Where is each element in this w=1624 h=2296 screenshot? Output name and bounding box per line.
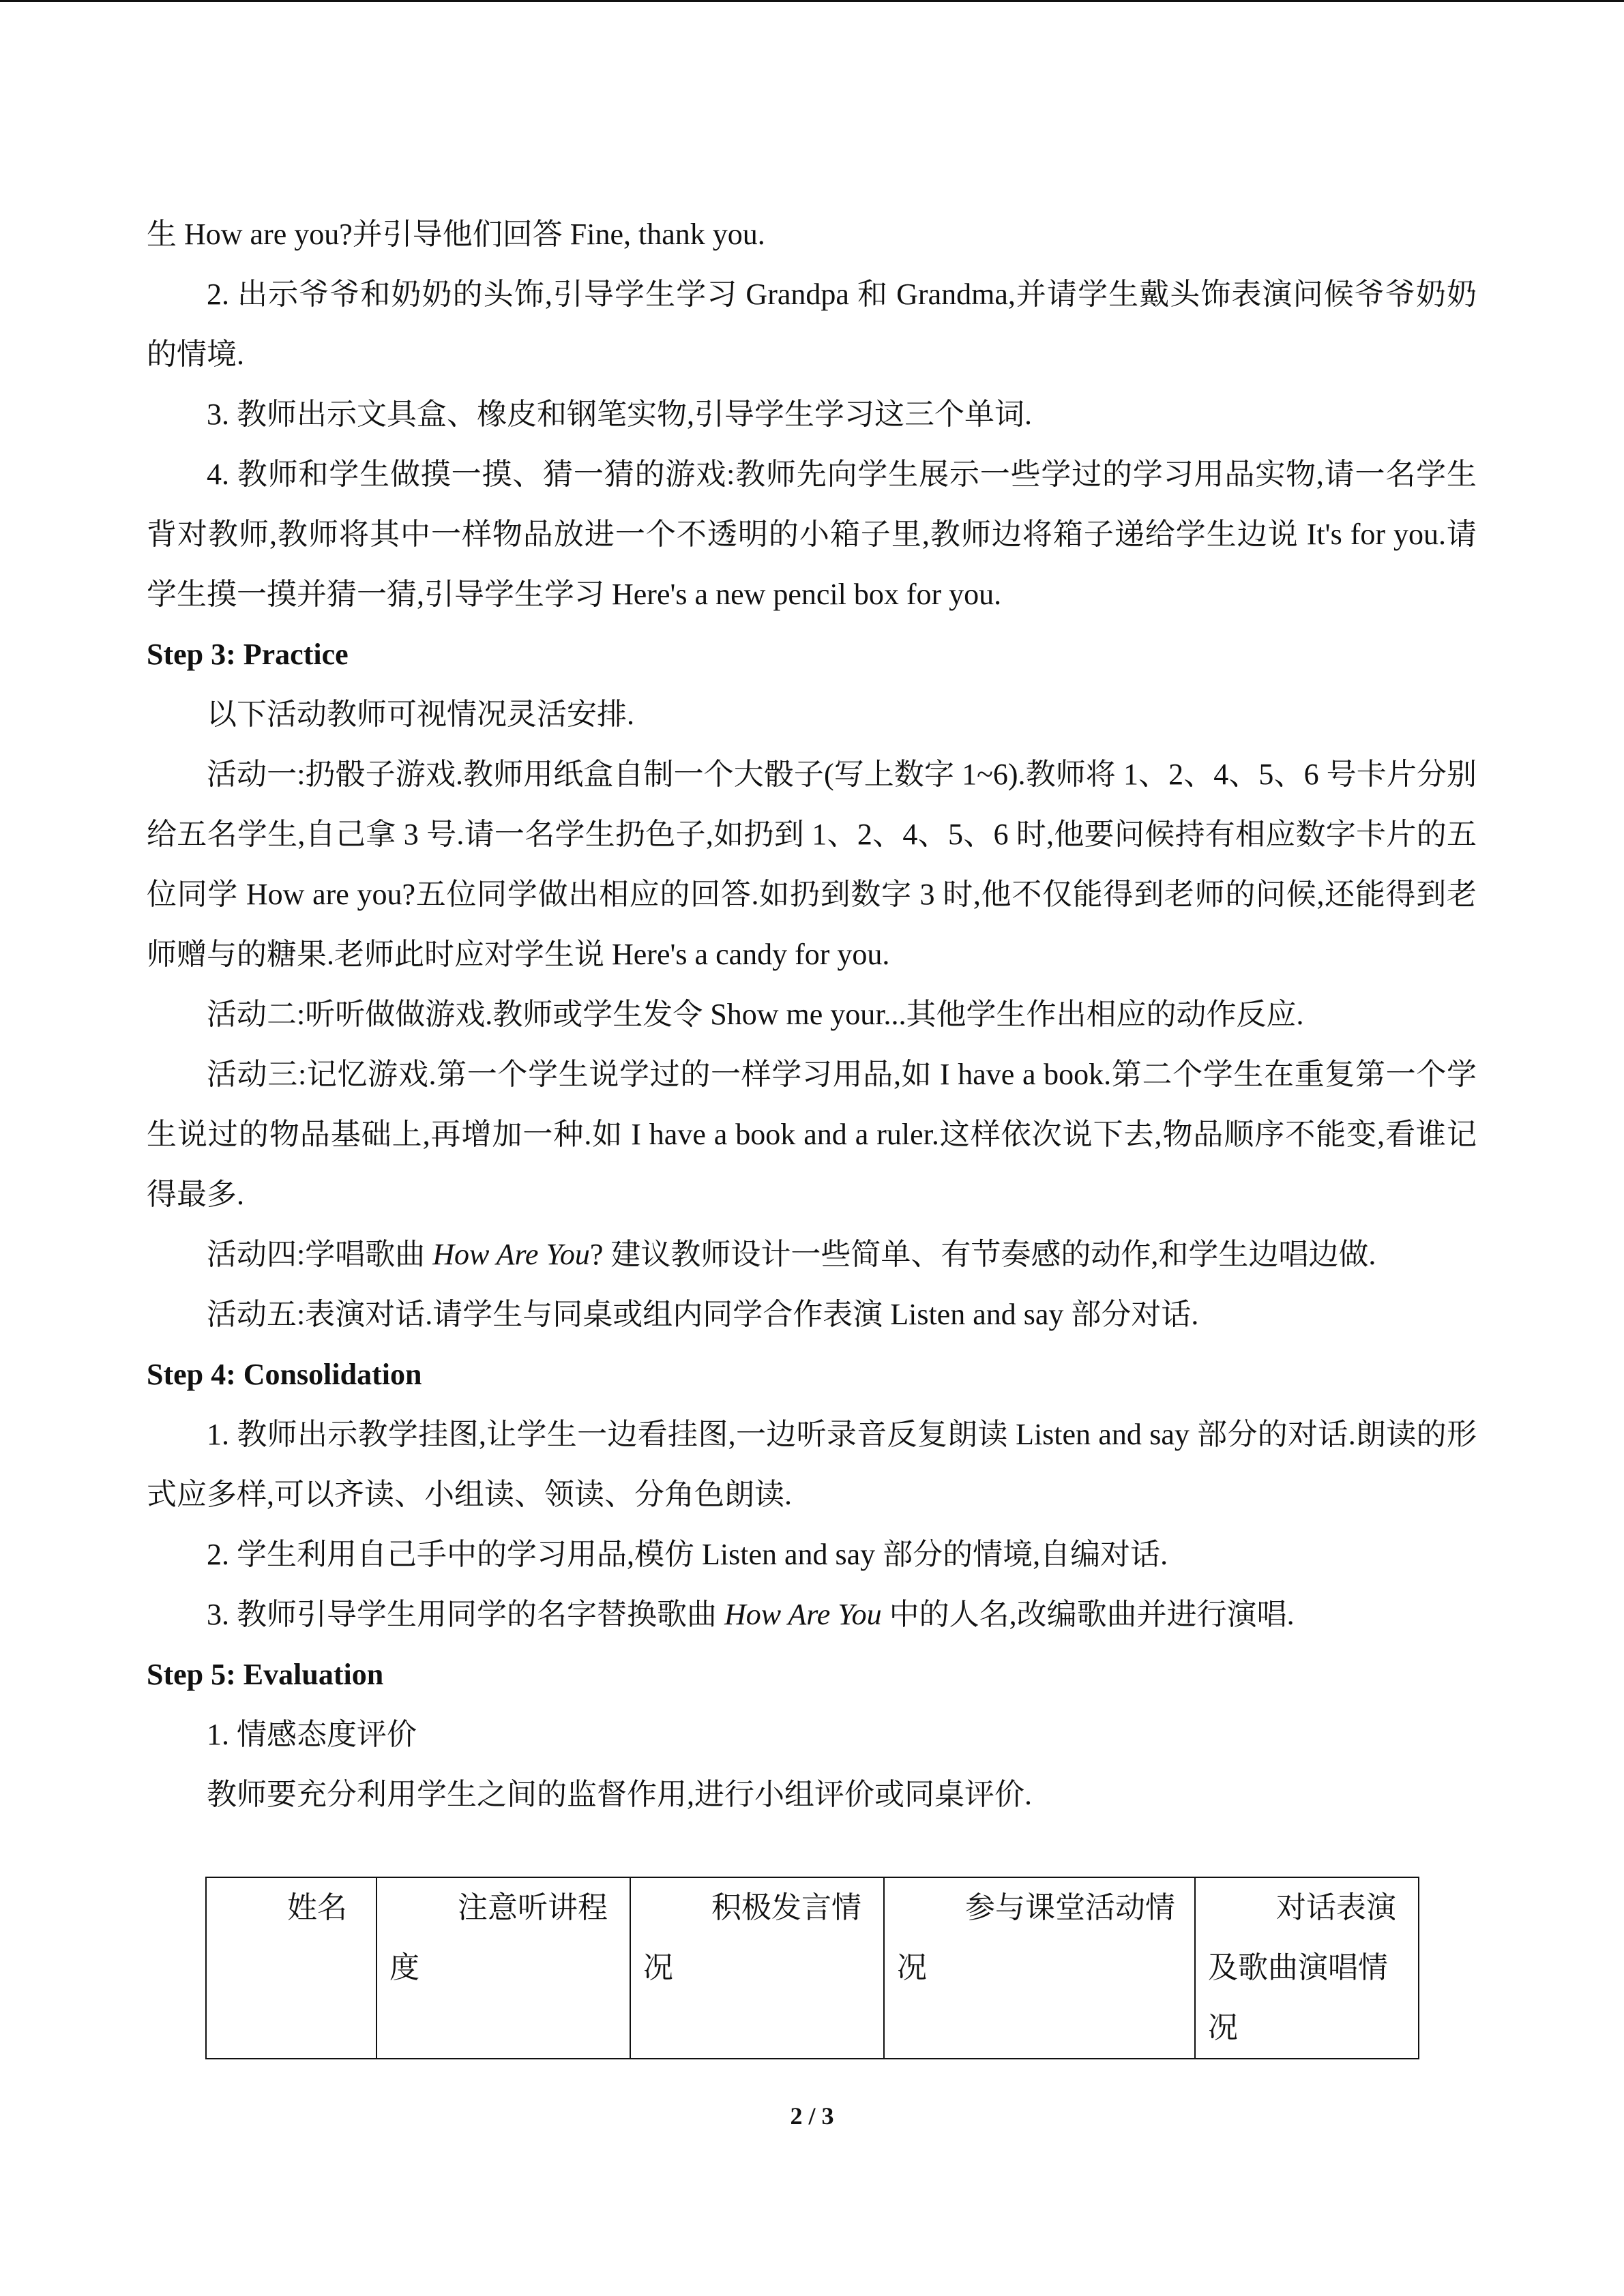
paragraph: 教师要充分利用学生之间的监督作用,进行小组评价或同桌评价. bbox=[207, 1778, 1032, 1811]
table-header-text: 姓名 bbox=[287, 1891, 347, 1924]
section-heading-practice: Step 3: Practice bbox=[147, 638, 349, 671]
paragraph: 2. 出示爷爷和奶奶的头饰,引导学生学习 Grandpa 和 Grandma,并请学生戴头饰表演问候爷爷奶奶的情境. bbox=[147, 278, 1477, 371]
paragraph: 1. 情感态度评价 bbox=[207, 1718, 417, 1751]
paragraph: 1. 教师出示教学挂图,让学生一边看挂图,一边听录音反复朗读 Listen and say 部分的对话.朗读的形式应多样,可以齐读、小组读、领读、分角色朗读. bbox=[147, 1418, 1477, 1511]
text-run: 3. 教师引导学生用同学的名字替换歌曲 bbox=[207, 1598, 724, 1631]
paragraph: 活动二:听听做做游戏.教师或学生发令 Show me your...其他学生作出相应的动作反应. bbox=[207, 998, 1304, 1031]
table-header-row bbox=[206, 1877, 1419, 2059]
table-header-cell bbox=[884, 1877, 1195, 2059]
paragraph: 生 How are you?并引导他们回答 Fine, thank you. bbox=[147, 218, 765, 251]
paragraph: 2. 学生利用自己手中的学习用品,模仿 Listen and say 部分的情境,自编对话. bbox=[207, 1538, 1168, 1571]
page-number: 2 / 3 bbox=[790, 2102, 834, 2130]
paragraph bbox=[147, 1225, 1477, 1285]
table-header-cell bbox=[377, 1877, 630, 2059]
table-header-text: 注意听讲程度 bbox=[389, 1891, 608, 1984]
section-heading-consolidation: Step 4: Consolidation bbox=[147, 1358, 422, 1391]
table-header-cell bbox=[1195, 1877, 1419, 2059]
text-run: 活动四:学唱歌曲 bbox=[207, 1238, 433, 1271]
paragraph: 活动一:扔骰子游戏.教师用纸盒自制一个大骰子(写上数字 1~6).教师将 1、2、4、5、6 号卡片分别给五名学生,自己拿 3 号.请一名学生扔色子,如扔到 1、2、4、5、6 时,他要问候持有相应数字卡片的五位同学 How are you?五位同学做出相应的回答.如扔到数字 3 时,他不仅能得到老师的问候,还能得到老师赠与的糖果.老师此时应对学生说 Here's a candy for you. bbox=[147, 758, 1477, 971]
evaluation-table bbox=[205, 1877, 1419, 2059]
song-title: How Are You bbox=[432, 1238, 590, 1271]
table-header-cell bbox=[630, 1877, 884, 2059]
paragraph: 活动五:表演对话.请学生与同桌或组内同学合作表演 Listen and say 部分对话. bbox=[207, 1298, 1199, 1331]
text-run: ? 建议教师设计一些简单、有节奏感的动作,和学生边唱边做. bbox=[589, 1238, 1376, 1271]
document-body bbox=[147, 205, 1477, 1825]
section-heading-evaluation: Step 5: Evaluation bbox=[147, 1658, 384, 1691]
paragraph: 3. 教师出示文具盒、橡皮和钢笔实物,引导学生学习这三个单词. bbox=[207, 398, 1032, 431]
table-header-cell bbox=[206, 1877, 377, 2059]
table-header-text: 对话表演及歌曲演唱情况 bbox=[1208, 1891, 1396, 2044]
paragraph bbox=[147, 1585, 1477, 1645]
paragraph: 活动三:记忆游戏.第一个学生说学过的一样学习用品,如 I have a book.第二个学生在重复第一个学生说过的物品基础上,再增加一种.如 I have a book and a ruler.这样依次说下去,物品顺序不能变,看谁记得最多. bbox=[147, 1058, 1477, 1211]
table-header-text: 积极发言情况 bbox=[643, 1891, 861, 1984]
table-header-text: 参与课堂活动情况 bbox=[897, 1891, 1175, 1984]
text-run: 中的人名,改编歌曲并进行演唱. bbox=[881, 1598, 1295, 1631]
top-border-line bbox=[0, 0, 1624, 2]
paragraph: 以下活动教师可视情况灵活安排. bbox=[207, 698, 634, 731]
song-title: How Are You bbox=[724, 1598, 882, 1631]
paragraph: 4. 教师和学生做摸一摸、猜一猜的游戏:教师先向学生展示一些学过的学习用品实物,请一名学生背对教师,教师将其中一样物品放进一个不透明的小箱子里,教师边将箱子递给学生边说 It's for you.请学生摸一摸并猜一猜,引导学生学习 Here's a new pencil box for you. bbox=[147, 458, 1477, 611]
